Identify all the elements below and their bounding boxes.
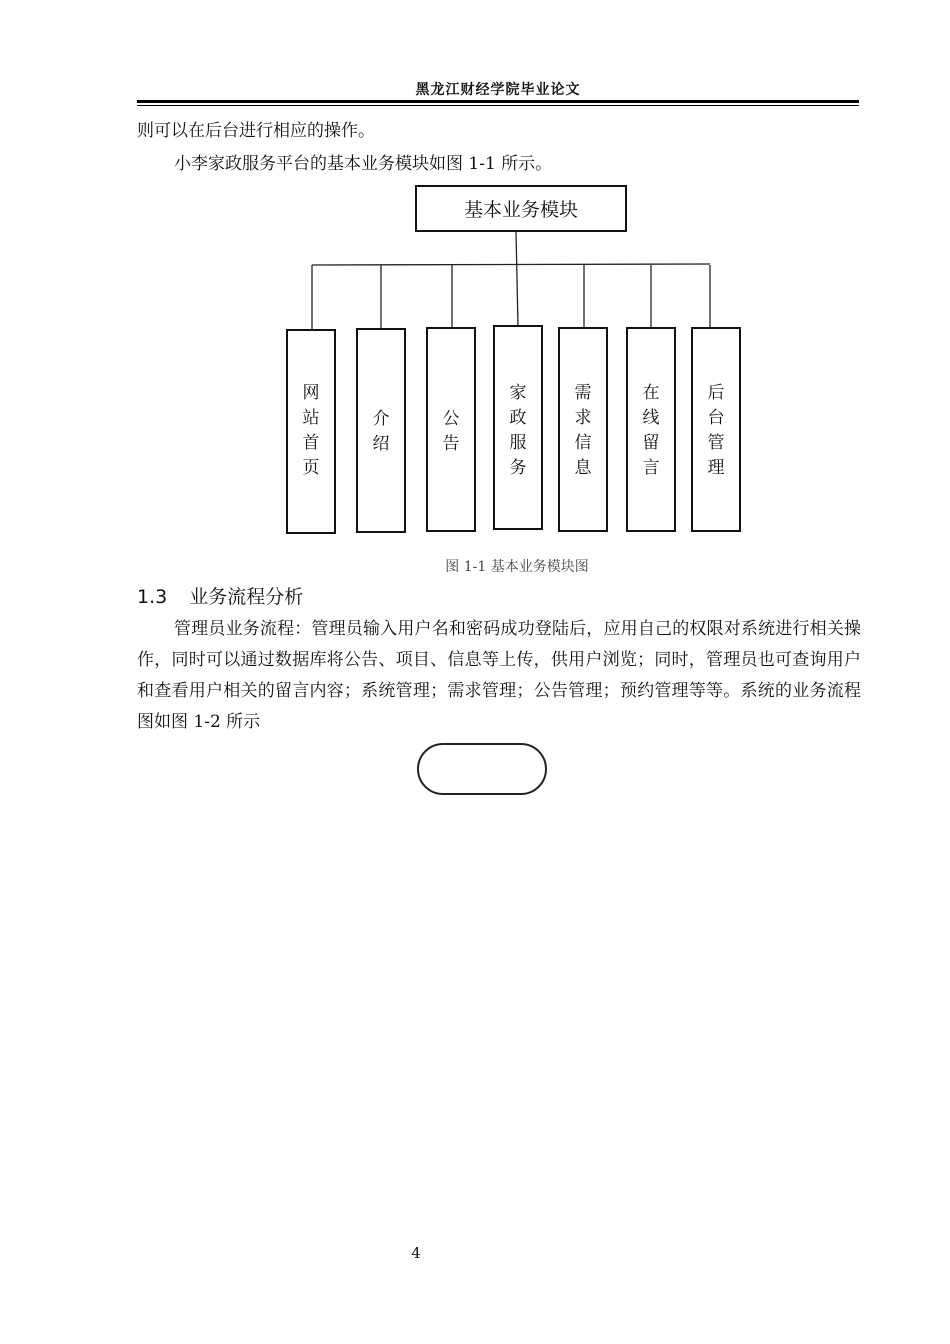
module-label-char: 管: [707, 433, 725, 453]
module-label-char: 理: [707, 458, 725, 478]
diagram-root-node: [416, 186, 626, 231]
module-label-char: 站: [302, 408, 320, 428]
module-label-char: 绍: [372, 434, 390, 454]
section-title: 业务流程分析: [189, 586, 304, 608]
paragraph-business-flow: 管理员业务流程：管理员输入用户名和密码成功登陆后，应用自己的权限对系统进行相关操作，同时可以通过数据库将公告、项目、信息等上传，供用户浏览；同时，管理员也可查询用户和查看用户相关的留言内容；系统管理；需求管理；公告管理；预约管理等等。系统的业务流程图如图 1-2 所示: [137, 619, 861, 732]
module-label-char: 公: [442, 409, 460, 429]
paragraph-figure-intro: 小李家政服务平台的基本业务模块如图 1-1 所示。: [174, 154, 553, 174]
module-boxes: [287, 265, 740, 533]
page-number: 4: [411, 1244, 421, 1262]
module-label-char: 需: [574, 383, 592, 403]
module-label-char: 页: [302, 458, 320, 478]
root-connector: [516, 231, 518, 326]
module-label-char: 网: [302, 383, 320, 403]
module-label-char: 首: [302, 433, 320, 453]
module-box: [427, 328, 475, 531]
module-label-char: 信: [574, 433, 592, 453]
module-label-char: 求: [574, 408, 592, 428]
module-box: [627, 328, 675, 531]
module-label-char: 务: [509, 458, 527, 478]
section-number: 1.3: [137, 586, 168, 608]
module-label-char: 息: [574, 458, 592, 478]
figure-caption: 图 1-1 基本业务模块图: [445, 559, 589, 575]
module-label-char: 在: [642, 383, 660, 403]
module-box: [287, 330, 335, 533]
section-heading: [137, 582, 303, 609]
module-label-char: 线: [642, 408, 660, 428]
module-label-char: 后: [707, 383, 725, 403]
module-label-char: 家: [509, 383, 527, 403]
module-label-char: 告: [442, 434, 460, 454]
module-label-char: 介: [372, 409, 390, 429]
paragraph-continuation: 则可以在后台进行相应的操作。: [137, 121, 375, 141]
module-box: [559, 328, 607, 531]
module-box: [692, 328, 740, 531]
flowchart-start-terminator: [417, 743, 547, 795]
module-label-char: 政: [509, 408, 527, 428]
module-label-char: 台: [707, 408, 725, 428]
module-diagram: [0, 0, 950, 560]
module-label-char: 服: [509, 433, 527, 453]
root-label: 基本业务模块: [463, 199, 579, 221]
module-box: [357, 329, 405, 532]
horizontal-bus-line: [312, 264, 710, 265]
module-label-char: 言: [642, 458, 660, 478]
module-label-char: 留: [642, 433, 660, 453]
running-header-title: 黑龙江财经学院毕业论文: [415, 82, 581, 98]
